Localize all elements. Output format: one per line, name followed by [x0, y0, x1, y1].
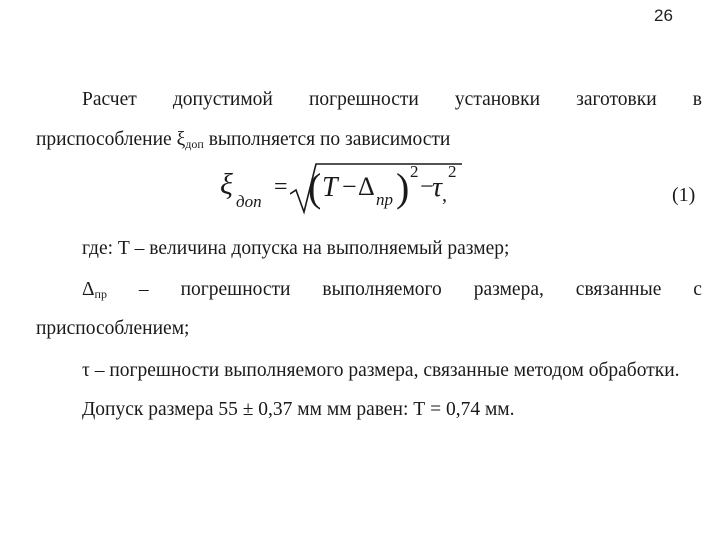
formula-lhs-symbol: ξ — [220, 168, 233, 201]
word: установки — [454, 89, 541, 110]
formula-power-1: 2 — [410, 162, 419, 181]
paragraph-1-line-2: приспособление ξдоп выполняется по зависимости — [36, 129, 451, 151]
formula-tau: τ — [432, 172, 443, 203]
word: выполняемого — [322, 279, 442, 300]
where-line: где: Т – величина допуска на выполняемый размер; — [82, 238, 510, 259]
xi-subscript: доп — [185, 137, 204, 151]
equation-number: (1) — [672, 184, 696, 206]
formula-delta: Δ — [358, 172, 375, 201]
word: погрешности — [180, 279, 291, 300]
formula-close-paren: ) — [396, 165, 410, 210]
word: допустимой — [172, 89, 273, 110]
formula-comma: , — [442, 184, 447, 206]
page-number: 26 — [654, 6, 673, 25]
word: размера, — [473, 279, 544, 300]
word: с — [693, 279, 702, 300]
formula-minus-2: − — [420, 174, 434, 200]
formula-power-2: 2 — [448, 162, 457, 181]
delta-definition-continuation: приспособлением; — [36, 318, 190, 339]
paragraph-1-line-1 — [82, 88, 702, 112]
formula-lhs-subscript: доп — [236, 192, 262, 211]
word: погрешности — [308, 89, 419, 110]
word: в — [692, 89, 702, 110]
tolerance-line: Допуск размера 55 ± 0,37 мм мм равен: Т = 0,74 мм. — [82, 399, 515, 420]
tau-definition-line: τ – погрешности выполняемого размера, связанные методом обработки. — [82, 360, 680, 381]
word: – — [138, 279, 149, 300]
delta-subscript: пр — [94, 287, 107, 301]
word: Расчет — [82, 89, 137, 110]
formula-minus: − — [342, 172, 357, 201]
formula-T: T — [322, 172, 338, 203]
delta-definition-line — [82, 278, 702, 303]
word: заготовки — [576, 89, 657, 110]
formula-equals: = — [274, 174, 288, 200]
xi-symbol: ξ — [176, 129, 186, 150]
formula-1 — [220, 162, 460, 216]
formula-open-paren: ( — [308, 165, 322, 210]
delta-symbol: Δ — [82, 279, 95, 300]
word: связанные — [575, 279, 662, 300]
formula-delta-subscript: пр — [376, 190, 393, 209]
